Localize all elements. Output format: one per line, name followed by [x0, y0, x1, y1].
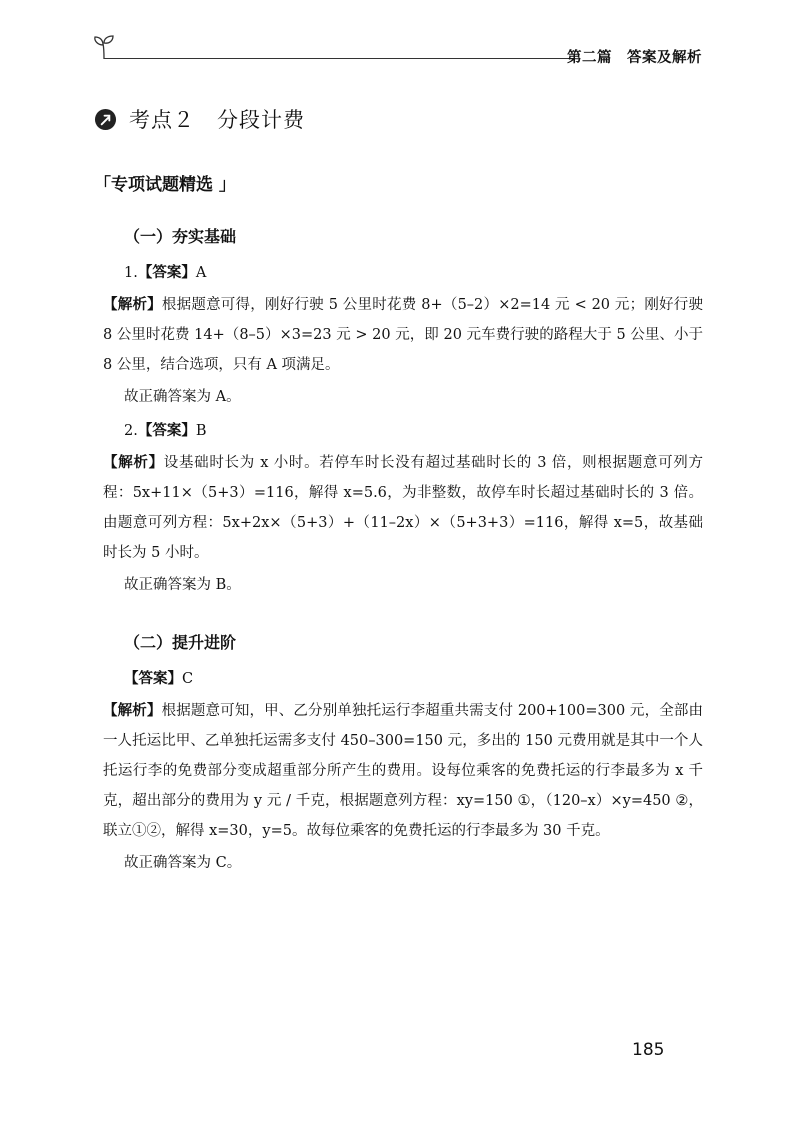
q1-number: 1. [124, 265, 138, 281]
q2-answer-line [103, 416, 703, 446]
subsection-title: 「专项试题精选 」 [94, 175, 236, 195]
q2-number: 2. [124, 423, 138, 439]
q1-analysis-text: 根据题意可得，刚好行驶 5 公里时花费 8+（5–2）×2=14 元 < 20 元；刚好行驶 8 公里时花费 14+（8–5）×3=23 元 > 20 元，即 20 元车费行驶的路程大于 5 公里、小于 8 公里，结合选项，只有 A 项满足。 [103, 297, 703, 373]
part1-heading: （一）夯实基础 [124, 227, 237, 246]
q1-analysis-label: 【解析】 [103, 297, 162, 313]
section-title [94, 104, 305, 134]
section-title-text: 考点２ 分段计费 [129, 108, 305, 132]
q1-answer-line [103, 258, 703, 288]
page-number: 185 [632, 1040, 665, 1060]
q1-analysis [103, 290, 703, 380]
sprout-icon [92, 34, 116, 60]
q1-conclusion: 故正确答案为 A。 [124, 389, 241, 405]
q2-analysis-text: 设基础时长为 x 小时。若停车时长没有超过基础时长的 3 倍，则根据题意可列方程：5x+11×（5+3）=116，解得 x=5.6，为非整数，故停车时长超过基础时长的 3 倍。由题意可列方程：5x+2x×（5+3）+（11–2x）×（5+3+3）=116，解得 x=5，故基础时长为 5 小时。 [103, 455, 703, 561]
q2-conclusion: 故正确答案为 B。 [124, 577, 241, 593]
q2-answer: B [195, 423, 207, 439]
q1-answer: A [195, 265, 207, 281]
running-header-title: 第二篇 答案及解析 [567, 50, 702, 66]
p2q1-answer-label: 【答案】 [124, 671, 182, 687]
q2-analysis-label: 【解析】 [103, 455, 164, 471]
part2-heading: （二）提升进阶 [124, 633, 237, 652]
q2-analysis [103, 448, 703, 568]
section-badge-icon [94, 108, 117, 131]
page-header [92, 34, 710, 66]
p2q1-conclusion: 故正确答案为 C。 [124, 855, 242, 871]
p2q1-analysis [103, 696, 703, 846]
p2q1-answer: C [182, 671, 194, 687]
q2-answer-label: 【答案】 [137, 423, 196, 439]
page-content [103, 222, 703, 878]
p2q1-analysis-text: 根据题意可知，甲、乙分别单独托运行李超重共需支付 200+100=300 元，全部由一人托运比甲、乙单独托运需多支付 450–300=150 元，多出的 150 元费用就是其中一个人托运行李的免费部分变成超重部分所产生的费用。设每位乘客的免费托运的行李最多为 x 千克，超出部分的费用为 y 元 / 千克，根据题意列方程：xy=150 ①，（120–x）×y=450 ②，联立①②，解得 x=30，y=5。故每位乘客的免费托运的行李最多为 30 千克。 [103, 703, 704, 839]
header-rule [104, 58, 574, 59]
p2q1-answer-line [103, 664, 703, 694]
q1-answer-label: 【答案】 [137, 265, 196, 281]
p2q1-analysis-label: 【解析】 [103, 703, 162, 719]
